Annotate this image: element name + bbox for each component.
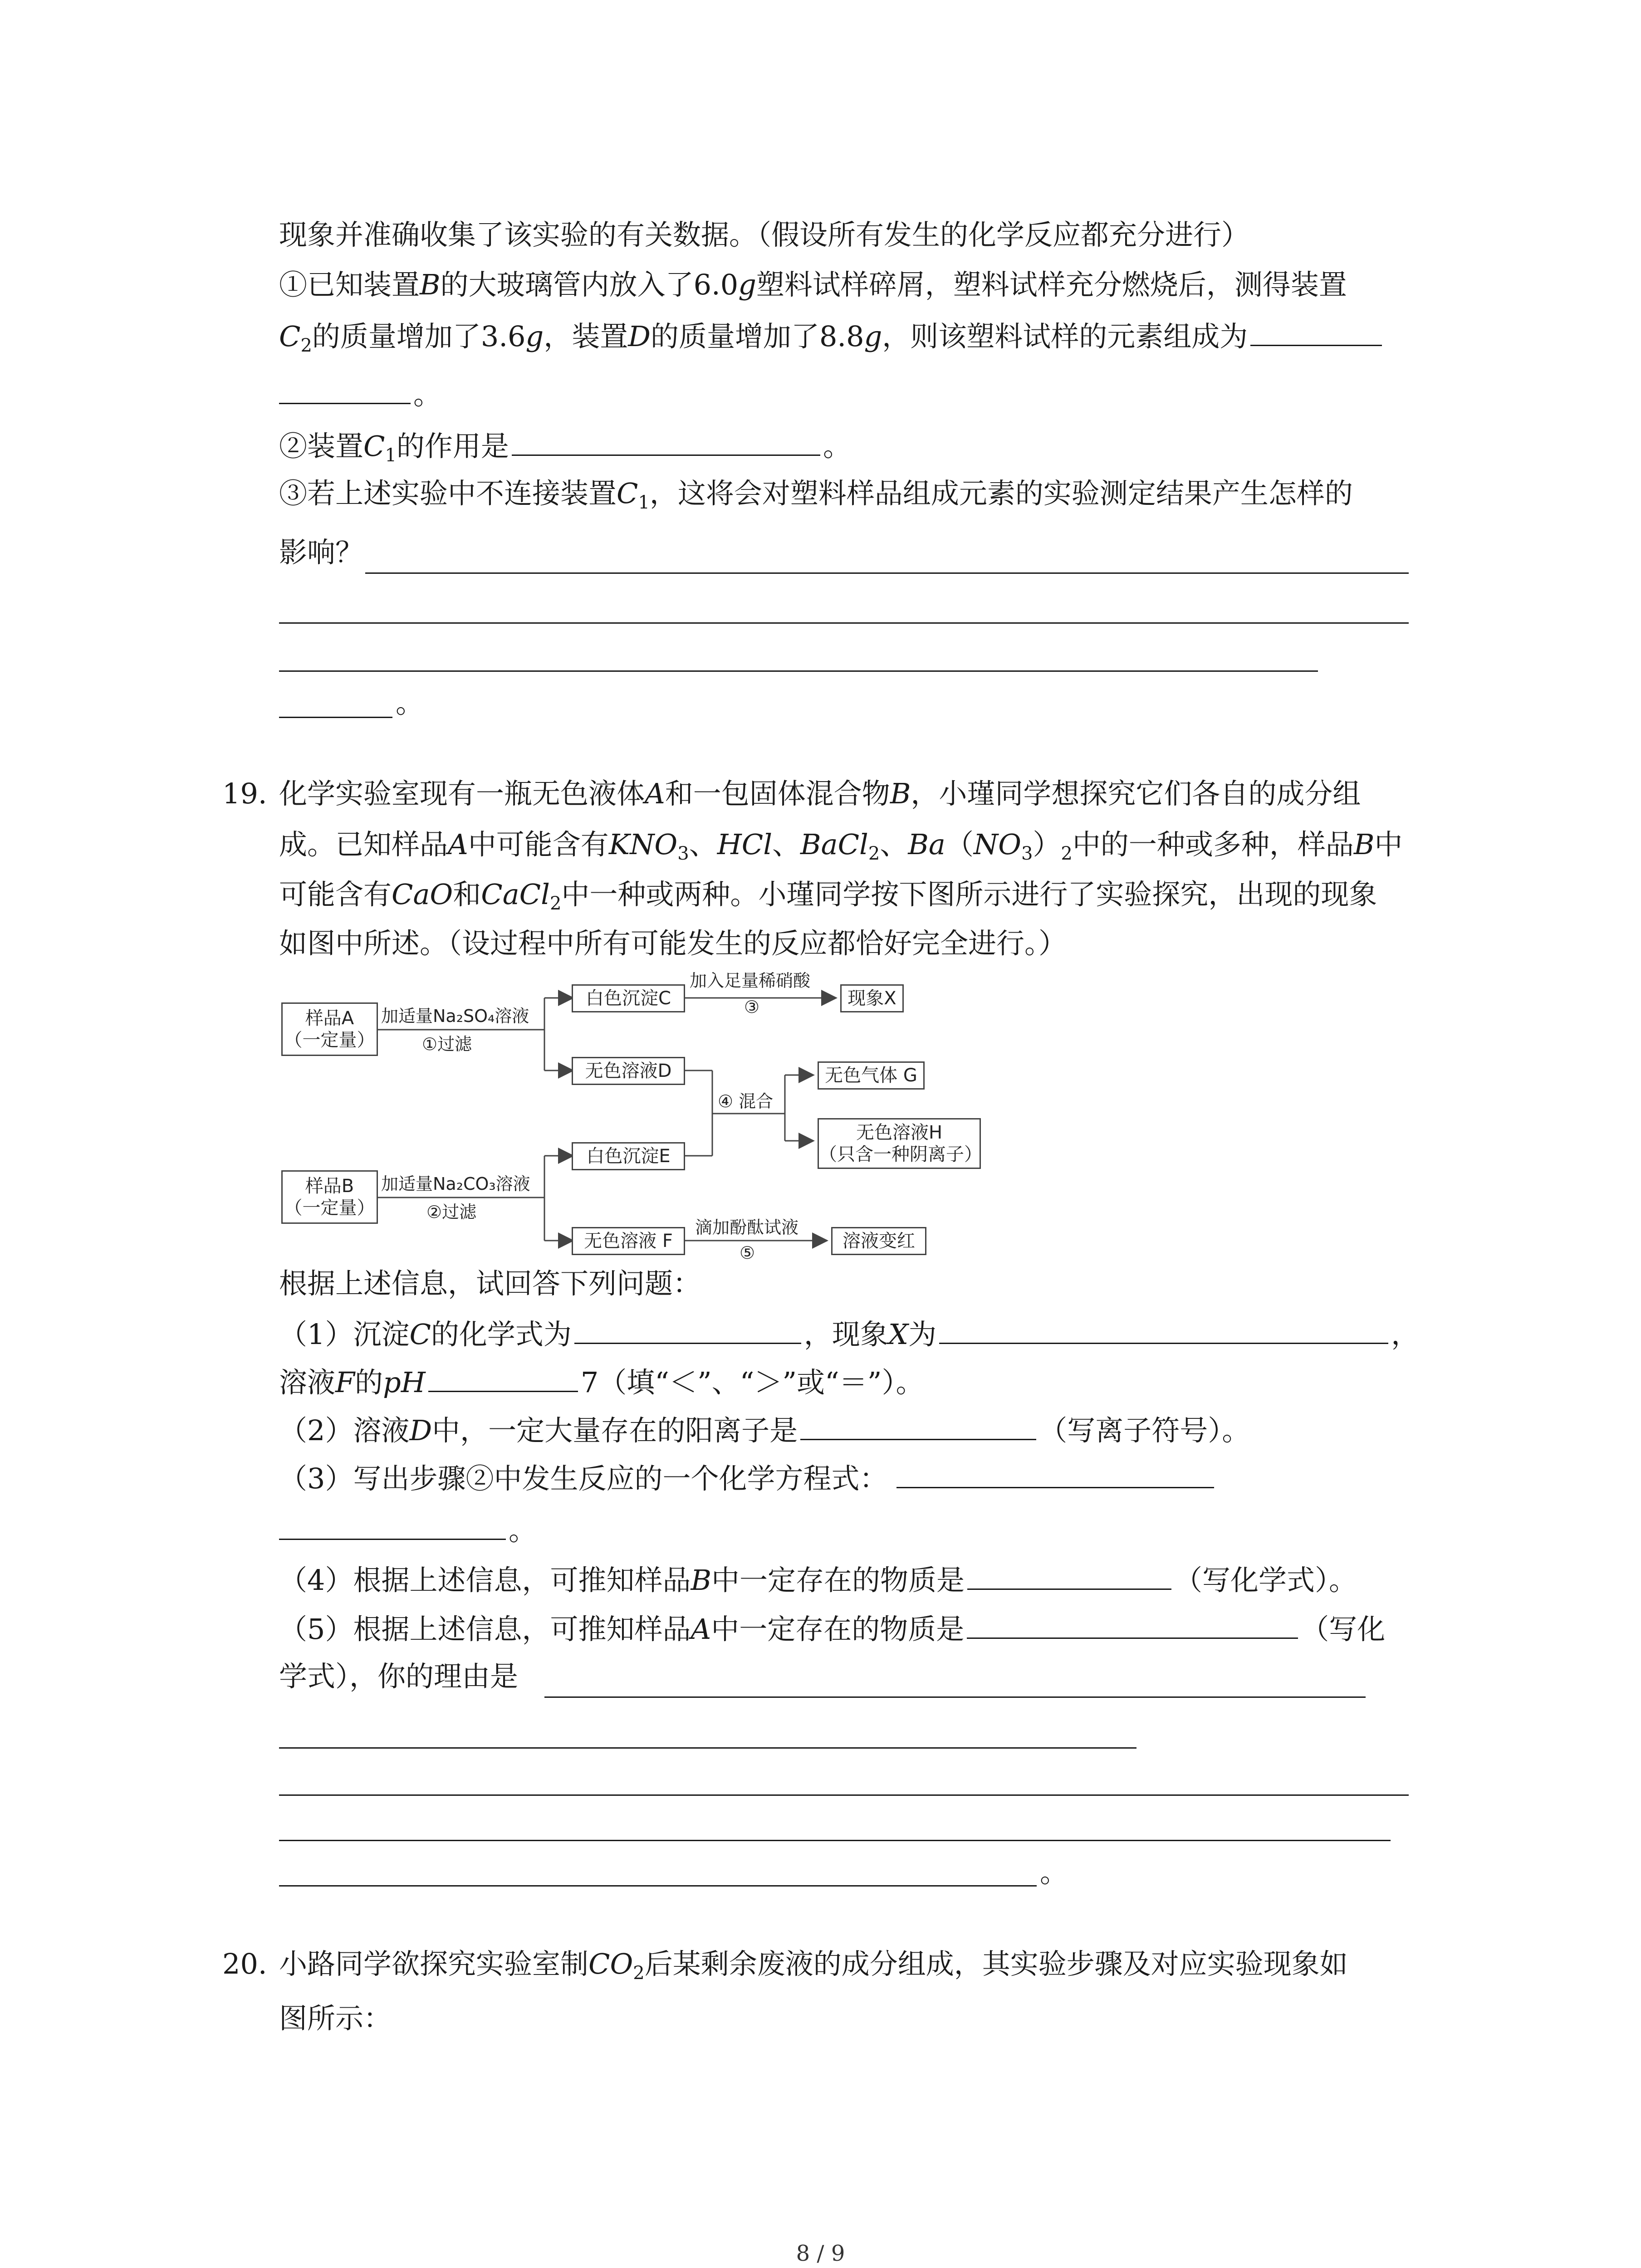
- text-line: （1）沉淀C的化学式为 ，现象X为 ，: [279, 1315, 1419, 1351]
- answer-blank[interactable]: [279, 1510, 506, 1540]
- answer-rule[interactable]: [279, 1747, 1136, 1749]
- answer-rule[interactable]: [544, 1696, 1366, 1698]
- answer-blank[interactable]: [428, 1363, 578, 1392]
- step-label: ②过滤: [426, 1202, 477, 1222]
- text-line: 学式），你的理由是: [279, 1660, 519, 1693]
- answer-rule[interactable]: [279, 622, 1409, 624]
- sample-a-box: 样品A （一定量）: [281, 1002, 378, 1056]
- text-line: 化学实验室现有一瓶无色液体A和一包固体混合物B，小瑾同学想探究它们各自的成分组: [279, 777, 1361, 810]
- colorless-solution-f-box: 无色溶液 F: [572, 1227, 685, 1255]
- step-label: ③: [744, 997, 760, 1017]
- text-line: 。: [396, 686, 424, 719]
- answer-blank[interactable]: [279, 375, 411, 404]
- step-label: ④ 混合: [718, 1091, 774, 1111]
- text-line: 图所示：: [279, 2002, 392, 2035]
- text-line: ③若上述实验中不连接装置$C_1$，这将会对塑料样品组成元素的实验测定结果产生怎样的: [279, 477, 1353, 513]
- text-line: 可能含有CaO和CaCl$_2$中一种或两种。小瑾同学按下图所示进行了实验探究，出现的现象: [279, 878, 1377, 914]
- answer-blank[interactable]: [1250, 317, 1382, 346]
- text-line: 溶液F的pH 7（填“＜”、“＞”或“＝”）。: [279, 1363, 924, 1399]
- answer-blank[interactable]: [800, 1411, 1036, 1440]
- answer-rule[interactable]: [279, 717, 392, 718]
- colorless-solution-d-box: 无色溶液D: [572, 1057, 685, 1085]
- text-line: 。: [279, 1510, 537, 1547]
- reagent-label: 加适量Na₂SO₄溶液: [381, 1006, 529, 1026]
- reagent-label: 加适量Na₂CO₃溶液: [381, 1174, 530, 1194]
- text-line: （5）根据上述信息，可推知样品A中一定存在的物质是 （写化: [279, 1609, 1385, 1646]
- text-line: 如图中所述。（设过程中所有可能发生的反应都恰好完全进行。）: [279, 927, 1067, 960]
- solution-turns-red-box: 溶液变红: [831, 1227, 926, 1255]
- page-number: 8 / 9: [796, 2241, 845, 2266]
- answer-blank[interactable]: [574, 1315, 801, 1344]
- text-line: 。: [279, 375, 441, 411]
- colorless-solution-h-box: 无色溶液H （只含一种阴离子）: [818, 1118, 981, 1169]
- question-number: 19.: [222, 777, 267, 810]
- text-line: 小路同学欲探究实验室制$CO_2$后某剩余废液的成分组成，其实验步骤及对应实验现象如: [279, 1947, 1348, 1984]
- reagent-label: 加入足量稀硝酸: [690, 971, 811, 991]
- text-line: 根据上述信息，试回答下列问题：: [279, 1267, 701, 1300]
- step-label: ⑤: [740, 1243, 755, 1263]
- text-line: ①已知装置B的大玻璃管内放入了6.0g塑料试样碎屑，塑料试样充分燃烧后，测得装置: [279, 268, 1347, 301]
- text-line: ②装置$C_1$的作用是 。: [279, 426, 851, 463]
- text-line: 。: [1040, 1856, 1068, 1889]
- text-line: （3）写出步骤②中发生反应的一个化学方程式：: [279, 1459, 1217, 1495]
- white-precipitate-c-box: 白色沉淀C: [572, 984, 685, 1012]
- step-label: ①过滤: [422, 1034, 472, 1054]
- answer-rule[interactable]: [279, 670, 1318, 672]
- answer-blank[interactable]: [967, 1560, 1171, 1590]
- answer-rule[interactable]: [279, 1794, 1409, 1796]
- answer-rule[interactable]: [365, 572, 1409, 574]
- text-line: 影响？: [279, 536, 364, 569]
- answer-blank[interactable]: [896, 1459, 1214, 1488]
- answer-rule[interactable]: [279, 1885, 1037, 1887]
- phenomenon-x-box: 现象X: [840, 984, 904, 1012]
- flow-diagram: [281, 971, 1007, 1270]
- text-line: $C_2$的质量增加了3.6g，装置D的质量增加了8.8g，则该塑料试样的元素组成为: [279, 317, 1385, 353]
- question-number: 20.: [222, 1947, 267, 1980]
- text-line: （4）根据上述信息，可推知样品B中一定存在的物质是 （写化学式）。: [279, 1560, 1357, 1597]
- colorless-gas-g-box: 无色气体 G: [818, 1061, 925, 1090]
- white-precipitate-e-box: 白色沉淀E: [572, 1142, 685, 1170]
- answer-rule[interactable]: [279, 1840, 1391, 1841]
- reagent-label: 滴加酚酞试液: [695, 1217, 799, 1237]
- text-line: 成。已知样品A中可能含有$KNO_3$、HCl、BaCl$_2$、$Ba(NO_3)_2$中的一种或多种，样品B中: [279, 828, 1403, 864]
- sample-b-box: 样品B （一定量）: [281, 1170, 378, 1224]
- answer-blank[interactable]: [512, 426, 820, 456]
- answer-blank[interactable]: [967, 1609, 1298, 1639]
- text-line: （2）溶液D中，一定大量存在的阳离子是 （写离子符号）。: [279, 1411, 1250, 1447]
- answer-blank[interactable]: [939, 1315, 1388, 1344]
- text-line: 现象并准确收集了该实验的有关数据。（假设所有发生的化学反应都充分进行）: [279, 218, 1250, 251]
